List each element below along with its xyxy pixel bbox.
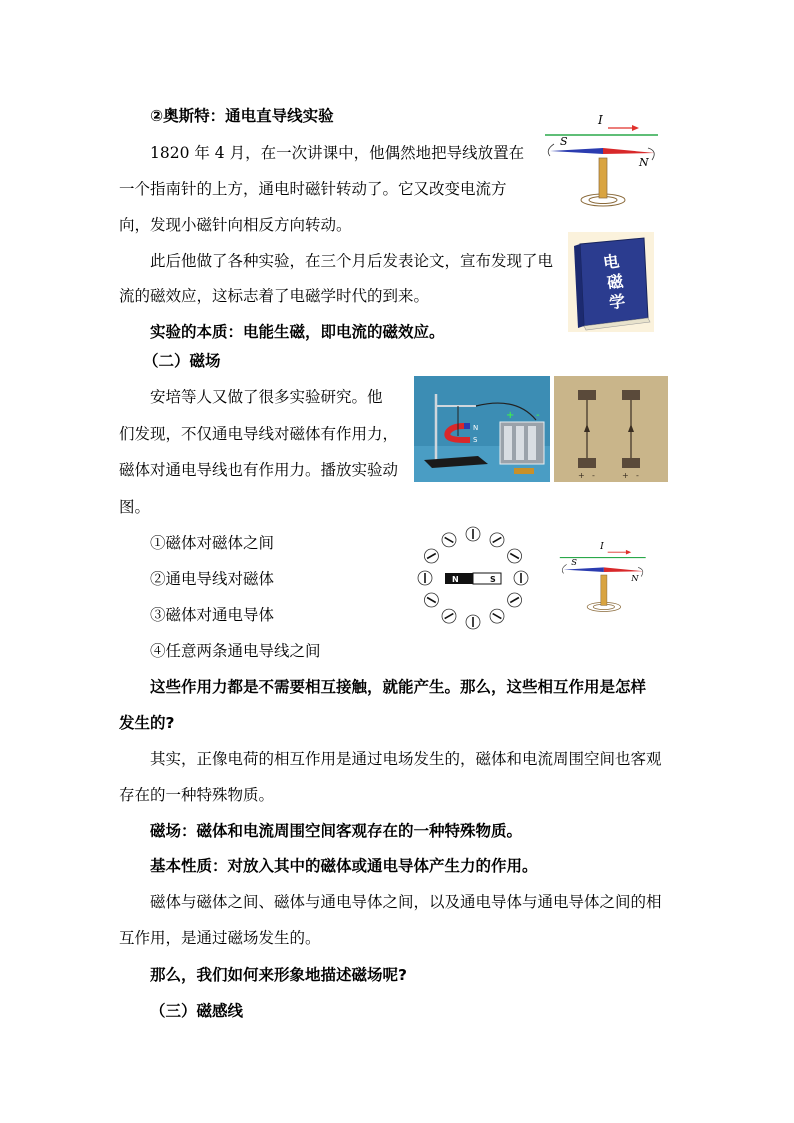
interaction-item-2: ②通电导线对磁体 — [150, 570, 275, 588]
svg-text:N: N — [639, 156, 649, 169]
para3-line4: 图。 — [119, 498, 151, 516]
para2-line2: 流的磁效应，这标志着了电磁学时代的到来。 — [119, 287, 430, 305]
svg-text:-: - — [536, 410, 540, 421]
field-definition: 磁场：磁体和电流周围空间客观存在的一种特殊物质。 — [150, 822, 523, 840]
interaction-item-3: ③磁体对通电导体 — [150, 606, 275, 624]
essence-statement: 实验的本质：电能生磁，即电流的磁效应。 — [150, 323, 445, 341]
svg-text:学: 学 — [607, 291, 627, 313]
svg-text:I: I — [600, 542, 604, 553]
para3-line3: 磁体对通电导线也有作用力。播放实验动 — [119, 461, 399, 479]
section2-title: （二）磁场 — [143, 352, 221, 370]
svg-text:+: + — [622, 471, 629, 480]
para1-line3: 向，发现小磁针向相反方向转动。 — [119, 216, 352, 234]
para2-line1: 此后他做了各种实验，在三个月后发表论文，宣布发现了电 — [150, 252, 554, 270]
para3-line2: 们发现，不仅通电导线对磁体有作用力， — [119, 425, 399, 443]
question2: 那么，我们如何来形象地描述磁场呢? — [150, 966, 407, 984]
para5-line2: 互作用，是通过磁场发生的。 — [119, 929, 321, 947]
para1-line2: 一个指南针的上方，通电时磁针转动了。它又改变电流方 — [119, 180, 507, 198]
svg-text:S: S — [571, 557, 577, 568]
para4-line2: 存在的一种特殊物质。 — [119, 786, 275, 804]
para1-line1: 1820 年 4 月，在一次讲课中，他偶然地把导线放置在 — [150, 144, 525, 162]
svg-text:电: 电 — [601, 251, 621, 273]
question-line2: 发生的? — [119, 714, 175, 732]
interaction-item-1: ①磁体对磁体之间 — [150, 534, 275, 552]
para3-line1: 安培等人又做了很多实验研究。他 — [150, 388, 383, 406]
svg-text:S: S — [560, 135, 568, 148]
bar-magnet-compass-figure — [412, 525, 536, 637]
question-line1: 这些作用力都是不需要相互接触，就能产生。那么，这些相互作用是怎样 — [150, 678, 647, 696]
ampere-apparatus-figure — [414, 376, 550, 482]
para4-line1: 其实，正像电荷的相互作用是通过电场发生的，磁体和电流周围空间也客观 — [150, 750, 662, 768]
svg-text:N: N — [452, 575, 459, 584]
heading-oersted: ②奥斯特：通电直导线实验 — [150, 107, 334, 125]
svg-text:-: - — [592, 471, 595, 480]
svg-text:磁: 磁 — [605, 271, 625, 293]
svg-text:S: S — [473, 436, 478, 444]
interaction-item-4: ④任意两条通电导线之间 — [150, 642, 321, 660]
svg-text:+: + — [506, 410, 515, 421]
current-label: I — [598, 113, 603, 127]
svg-text:N: N — [473, 424, 479, 432]
svg-text:-: - — [636, 471, 639, 480]
svg-text:N: N — [631, 573, 639, 584]
svg-text:+: + — [578, 471, 585, 480]
oersted-compass-figure-2 — [556, 532, 651, 618]
parallel-wires-figure — [554, 376, 668, 482]
section3-title: （三）磁感线 — [150, 1002, 244, 1020]
electromagnetism-book-figure — [568, 232, 654, 332]
oersted-compass-figure — [540, 108, 665, 208]
field-property: 基本性质：对放入其中的磁体或通电导体产生力的作用。 — [150, 857, 538, 875]
svg-text:S: S — [490, 575, 496, 584]
para5-line1: 磁体与磁体之间、磁体与通电导体之间，以及通电导体与通电导体之间的相 — [150, 893, 662, 911]
